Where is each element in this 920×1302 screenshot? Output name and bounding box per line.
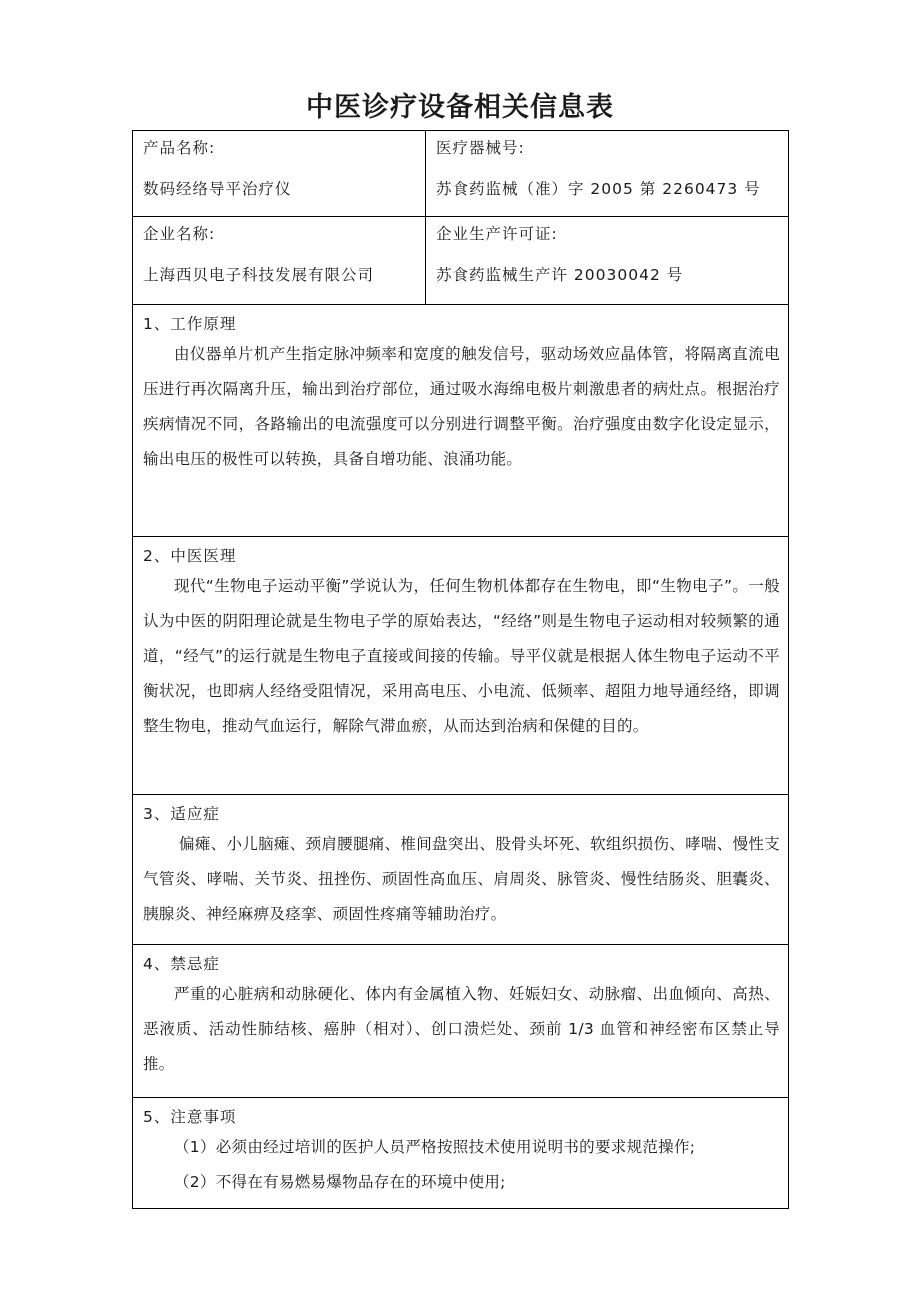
principle-section xyxy=(133,305,789,537)
precautions-heading: 5、注意事项 xyxy=(143,1108,237,1126)
principle-row xyxy=(133,305,789,537)
license-label: 企业生产许可证: xyxy=(436,225,558,243)
contraindications-section xyxy=(133,945,789,1098)
indications-section xyxy=(133,795,789,945)
precaution-item: （1）必须由经过培训的医护人员严格按照技术使用说明书的要求规范操作; xyxy=(174,1138,696,1156)
precautions-row xyxy=(133,1098,789,1209)
tcm-theory-section xyxy=(133,537,789,795)
product-name-label: 产品名称: xyxy=(143,139,216,157)
product-row xyxy=(133,131,789,217)
indications-heading: 3、适应症 xyxy=(143,805,220,823)
indications-body: 偏瘫、小儿脑瘫、颈肩腰腿痛、椎间盘突出、股骨头坏死、软组织损伤、哮喘、慢性支气管炎、哮喘、关节炎、扭挫伤、顽固性高血压、肩周炎、脉管炎、慢性结肠炎、胆囊炎、胰腺炎、神经麻痹及痉挛、顽固性疼痛等辅助治疗。 xyxy=(143,835,780,923)
page-title: 中医诊疗设备相关信息表 xyxy=(306,92,614,123)
contraindications-row xyxy=(133,945,789,1098)
company-name-label: 企业名称: xyxy=(143,225,216,243)
product-name-cell xyxy=(133,131,426,217)
product-name-value: 数码经络导平治疗仪 xyxy=(143,180,292,198)
precaution-item: （2）不得在有易燃易爆物品存在的环境中使用; xyxy=(174,1173,506,1191)
device-reg-cell xyxy=(426,131,789,217)
device-reg-label: 医疗器械号: xyxy=(436,139,525,157)
license-value: 苏食药监械生产许 20030042 号 xyxy=(436,266,684,284)
company-row xyxy=(133,217,789,305)
precautions-section xyxy=(133,1098,789,1209)
contraindications-heading: 4、禁忌症 xyxy=(143,955,220,973)
tcm-theory-body: 现代“生物电子运动平衡”学说认为，任何生物机体都存在生物电，即“生物电子”。一般认为中医的阴阳理论就是生物电子学的原始表达，“经络”则是生物电子运动相对较频繁的通道，“经气”的运行就是生物电子直接或间接的传输。导平仪就是根据人体生物电子运动不平衡状况，也即病人经络受阻情况，采用高电压、小电流、低频率、超阻力地导通经络，即调整生物电，推动气血运行，解除气滞血瘀，从而达到治病和保健的目的。 xyxy=(143,577,780,735)
tcm-theory-heading: 2、中医医理 xyxy=(143,547,237,565)
info-table xyxy=(132,130,789,1209)
tcm-theory-row xyxy=(133,537,789,795)
principle-body: 由仪器单片机产生指定脉冲频率和宽度的触发信号，驱动场效应晶体管，将隔离直流电压进行再次隔离升压，输出到治疗部位，通过吸水海绵电极片刺激患者的病灶点。根据治疗疾病情况不同，各路输出的电流强度可以分别进行调整平衡。治疗强度由数字化设定显示，输出电压的极性可以转换，具备自增功能、浪涌功能。 xyxy=(143,345,780,468)
indications-row xyxy=(133,795,789,945)
license-cell xyxy=(426,217,789,305)
contraindications-body: 严重的心脏病和动脉硬化、体内有金属植入物、妊娠妇女、动脉瘤、出血倾向、高热、恶液质、活动性肺结核、癌肿（相对）、创口溃烂处、颈前 1/3 血管和神经密布区禁止导推。 xyxy=(143,985,780,1073)
device-reg-value: 苏食药监械（准）字 2005 第 2260473 号 xyxy=(436,180,761,198)
principle-heading: 1、工作原理 xyxy=(143,315,237,333)
company-name-value: 上海西贝电子科技发展有限公司 xyxy=(143,266,375,284)
company-name-cell xyxy=(133,217,426,305)
